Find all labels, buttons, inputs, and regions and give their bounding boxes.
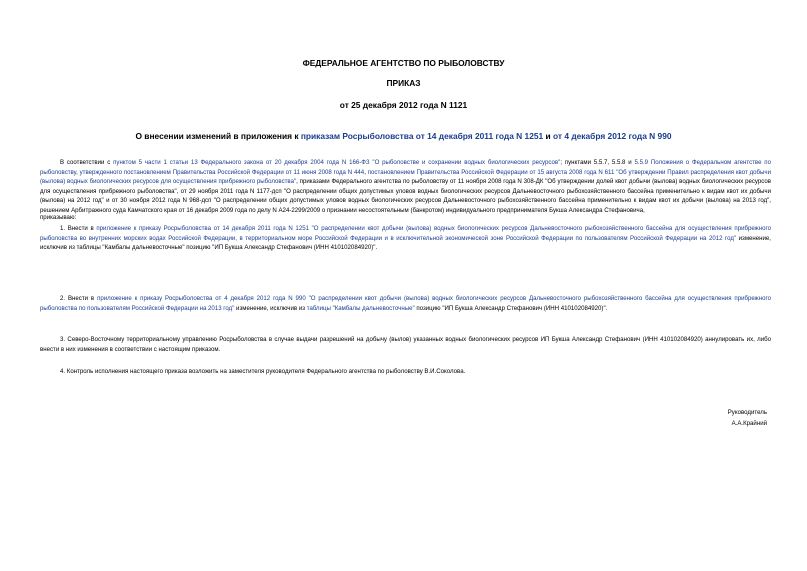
link-appendix-1251[interactable]: приложение к приказу Росрыболовства от 14 декабря 2011 года N 1251 "О распределении квот добычи (вылова) водных биологических ресурсов Дальневосточного рыбохозяйственного бассейна для осуществления прибрежного рыболовства во внутренних морских водах Российской Федерации, в территориальном море Российской Федерации и в исключительной экономической зоне Российской Федерации по пользователям Российской Федерации на 2012 год": [40, 225, 771, 242]
document-type: ПРИКАЗ: [386, 78, 421, 88]
signature-title: Руководитель: [727, 409, 767, 416]
order-item-3: 3. Северо-Восточному территориальному управлению Росрыболовства в случае выдачи разрешений на добычу (вылов) указанных водных биологических ресурсов ИП Букша Александр Стефанович (ИНН 410102084920) аннулировать их, либо внести в них изменения в соответствии с настоящим приказом.: [40, 336, 771, 353]
item2-text-1: 2. Внести в: [60, 295, 98, 302]
preamble-paragraph: [40, 158, 771, 216]
item1-text-2: изменение, исключив из таблицы "Камбалы дальневосточные" позицию "ИП Букша Александр Стефанович (ИНН 410102084920)".: [40, 234, 771, 252]
item2-text-3: позицию "ИП Букша Александр Стефанович (ИНН 410102084920)".: [414, 304, 608, 312]
link-regulation-444[interactable]: 5.5.9 Положения о Федеральном агентстве по рыболовству, утвержденного постановлением Правительства Российской Федерации от 11 июня 2008 года N 444: [40, 159, 771, 176]
subject-text-1: О внесении изменений в приложения к: [135, 131, 301, 141]
document-subject: [0, 131, 807, 141]
preamble-text-4: , приказами Федерального агентства по рыболовству от 11 ноября 2008 года N 308-ДК "Об утверждении долей квот добычи (вылова) водных биологических ресурсов для осуществления прибрежного рыболовства", от 29 ноября 2011 года N 1177-дсп "О распределении общих допустимых уловов водных биологических ресурсов Дальневосточного рыбохозяйственного бассейна применительно к видам квот их добычи (вылова) на 2012 год" и от 30 ноября 2012 года N 968-дсп "О распределении общих допустимых уловов водных биологических ресурсов Дальневосточного рыбохозяйственного бассейна применительно к видам квот их добычи (вылова) на 2013 год", решением Арбитражного суда Камчатского края от 16 декабря 2009 года по делу N А24-2299/2009 о признании несостоятельным (банкротом) индивидуального предпринимателя Букша Александра Стефановича,: [40, 178, 771, 214]
ordered-label: приказываю:: [40, 214, 77, 221]
preamble-text-3: ,: [364, 168, 368, 176]
order-item-1: [40, 224, 771, 253]
signature-name: А.А.Крайний: [731, 420, 767, 427]
order-item-2: [40, 294, 771, 313]
preamble-text-2: ; пунктами 5.5.7, 5.5.8 и: [560, 159, 635, 166]
agency-title: ФЕДЕРАЛЬНОЕ АГЕНТСТВО ПО РЫБОЛОВСТВУ: [302, 58, 505, 68]
document-date-number: от 25 декабря 2012 года N 1121: [339, 100, 468, 110]
item1-text-1: 1. Внести в: [60, 225, 97, 232]
link-resolution-611[interactable]: постановлением Правительства Российской Федерации от 15 августа 2008 года N 611 "Об утверждении Правил распределения квот добычи (вылова) водных биологических ресурсов для осуществления прибрежного рыболовства": [40, 168, 772, 186]
link-federal-law-166[interactable]: пунктом 5 части 1 статьи 13 Федерального закона от 20 декабря 2004 года N 166-ФЗ "О рыболовстве и сохранении водных биологических ресурсов": [113, 159, 561, 166]
link-order-990[interactable]: от 4 декабря 2012 года N 990: [553, 131, 672, 141]
link-appendix-990[interactable]: приложение к приказу Росрыболовства от 4 декабря 2012 года N 990 "О распределении квот добычи (вылова) водных биологических ресурсов Дальневосточного рыбохозяйственного бассейна для осуществления прибрежного рыболовства по пользователям Российской Федерации на 2013 год": [40, 295, 771, 312]
order-item-4: 4. Контроль исполнения настоящего приказа возложить на заместителя руководителя Федерального агентства по рыболовству В.И.Соколова.: [60, 368, 466, 375]
link-order-1251[interactable]: приказам Росрыболовства от 14 декабря 2011 года N 1251: [300, 131, 544, 141]
item2-text-2: изменение, исключив из: [234, 304, 307, 312]
link-table-flounder[interactable]: таблицы "Камбалы дальневосточные": [306, 304, 415, 312]
preamble-text-1: В соответствии с: [60, 159, 114, 166]
subject-text-2: и: [543, 131, 553, 141]
